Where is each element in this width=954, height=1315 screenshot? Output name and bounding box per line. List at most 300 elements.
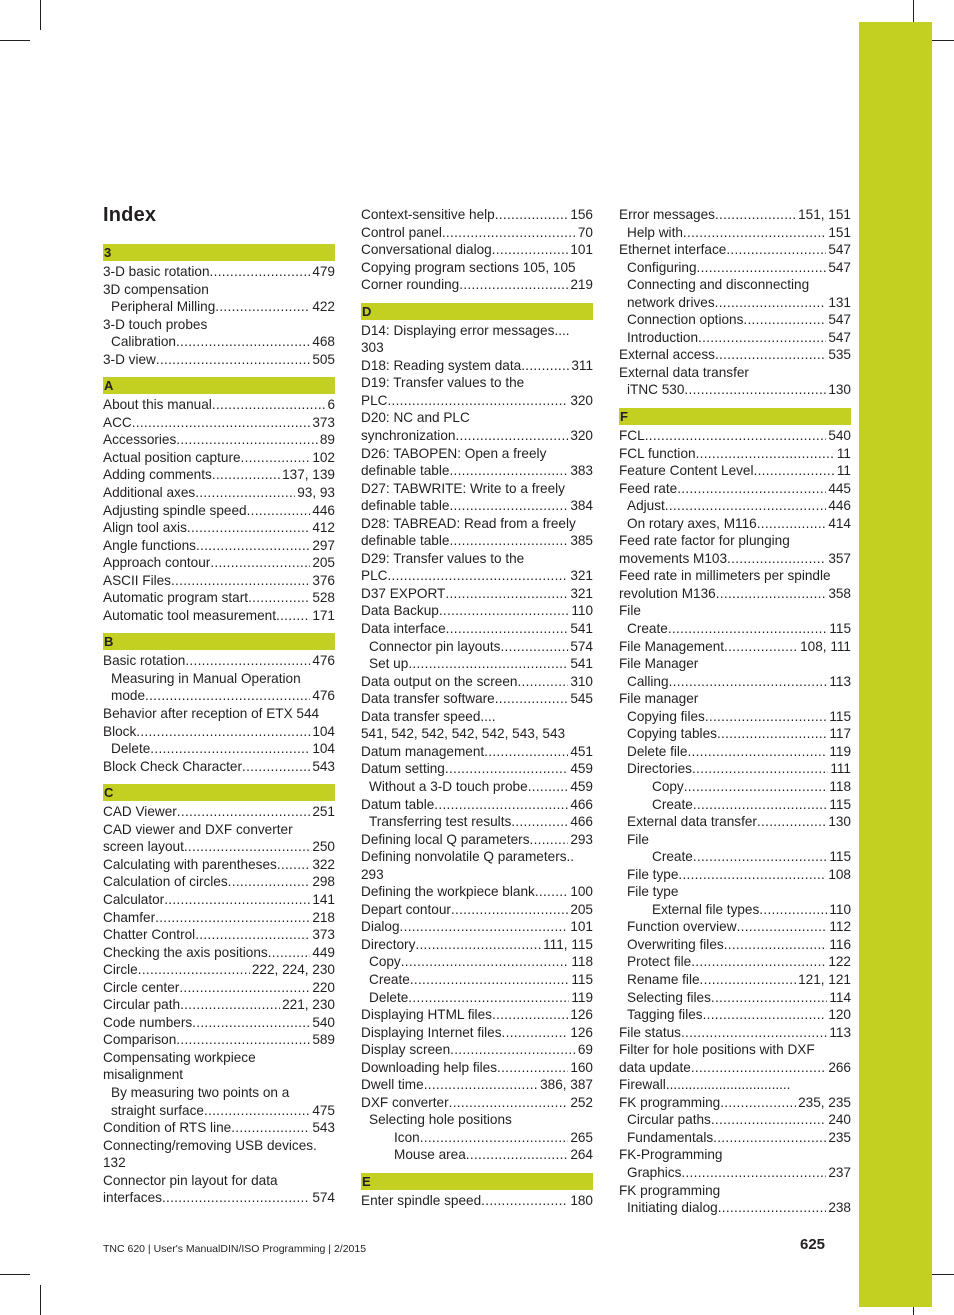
index-entry <box>103 1014 335 1032</box>
index-entry-term: Feed rate <box>619 480 678 496</box>
index-entry <box>361 971 593 989</box>
index-entry <box>361 206 593 224</box>
index-entry-pages: 265 <box>570 1129 593 1145</box>
index-entry <box>619 778 851 796</box>
dot-leader <box>692 760 828 778</box>
dot-leader <box>724 936 828 954</box>
index-entry-pages: 117 <box>829 726 851 742</box>
index-entry <box>619 381 851 399</box>
index-section-header: E <box>361 1173 593 1190</box>
index-entry <box>103 1189 335 1207</box>
dot-leader <box>481 1192 568 1210</box>
index-entry-term: D18: Reading system data <box>361 357 522 373</box>
index-entry-pages: 266 <box>828 1059 851 1075</box>
dot-leader <box>693 848 828 866</box>
dot-leader <box>665 497 827 515</box>
index-entry <box>103 740 335 758</box>
index-entry-term: PLC <box>361 392 388 408</box>
dot-leader <box>737 918 828 936</box>
index-entry-pages: 293 <box>570 831 593 847</box>
dot-leader <box>434 796 568 814</box>
index-entry <box>361 655 593 673</box>
dot-leader <box>492 241 569 259</box>
index-entry-text: Feed rate in millimeters per spindle <box>619 568 831 584</box>
index-entry-pages: 235 <box>828 1129 851 1145</box>
index-entry-text: Data transfer speed.... <box>361 708 496 724</box>
index-entry <box>103 502 335 520</box>
index-entry-pages: 11 <box>836 445 851 461</box>
index-entry-pages: 115 <box>829 796 851 812</box>
index-entry-pages: 122 <box>828 954 851 970</box>
index-entry-text: 303 <box>361 340 384 356</box>
index-entry-pages: 101 <box>570 919 593 935</box>
index-entry <box>361 936 593 954</box>
dot-leader <box>145 687 310 705</box>
index-entry <box>361 392 593 410</box>
index-entry-pages: 358 <box>828 585 851 601</box>
page-number: 625 <box>800 1236 826 1253</box>
dot-leader <box>196 537 310 555</box>
index-entry-term: definable table <box>361 498 450 514</box>
index-entry <box>619 708 851 726</box>
index-entry-term: definable table <box>361 533 450 549</box>
index-entry-pages: 104 <box>312 741 335 757</box>
index-entry-pages: 385 <box>570 533 593 549</box>
dot-leader <box>484 743 568 761</box>
index-entry-term: Set up <box>369 656 409 672</box>
index-entry-pages: 376 <box>312 572 335 588</box>
index-entry-term: Dwell time <box>361 1077 424 1093</box>
dot-leader <box>455 427 568 445</box>
index-entry-pages: 321 <box>570 568 593 584</box>
index-entry <box>103 537 335 555</box>
index-entry-term: Chatter Control <box>103 927 196 943</box>
dot-leader <box>705 708 828 726</box>
index-entry-term: Graphics <box>627 1164 682 1180</box>
index-entry-pages: 221, 230 <box>282 997 335 1013</box>
dot-leader <box>459 276 568 294</box>
index-entry <box>619 971 851 989</box>
index-entry-term: Conversational dialog <box>361 242 492 258</box>
index-entry-pages: 69 <box>577 1042 593 1058</box>
index-entry-term: Block Check Character <box>103 758 243 774</box>
dot-leader <box>703 1006 827 1024</box>
dot-leader <box>420 1129 569 1147</box>
dot-leader <box>715 206 796 224</box>
index-entry <box>103 298 335 316</box>
index-entry <box>361 427 593 445</box>
index-entry-pages: 131 <box>828 294 851 310</box>
index-entry-pages: 540 <box>828 428 851 444</box>
index-entry <box>619 1164 851 1182</box>
index-entry-pages: 422 <box>312 299 335 315</box>
dot-leader <box>716 585 827 603</box>
index-entry <box>103 873 335 891</box>
index-entry-text: File <box>627 831 649 847</box>
index-entry-term: 3-D view <box>103 351 156 367</box>
index-entry <box>103 263 335 281</box>
index-entry-pages: 476 <box>312 688 335 704</box>
index-entry-pages: 126 <box>570 1007 593 1023</box>
index-entry <box>361 638 593 656</box>
dot-leader <box>466 1146 569 1164</box>
index-entry <box>361 760 593 778</box>
index-entry-term: Data transfer software <box>361 691 495 707</box>
index-entry <box>103 1102 335 1120</box>
index-entry-text: By measuring two points on a <box>111 1084 290 1100</box>
index-entry-term: Create <box>627 621 668 637</box>
index-entry-term: Control panel <box>361 224 442 240</box>
dot-leader <box>495 690 569 708</box>
index-entry-pages: 412 <box>312 520 335 536</box>
chapter-tab-sidebar <box>859 22 932 1307</box>
dot-leader <box>210 263 311 281</box>
index-entry-term: Directory <box>361 936 416 952</box>
index-entry <box>361 796 593 814</box>
index-entry-term: Calculator <box>103 891 165 907</box>
dot-leader <box>684 381 826 399</box>
dot-leader <box>231 1119 310 1137</box>
dot-leader <box>757 813 826 831</box>
index-entry <box>103 652 335 670</box>
index-entry <box>619 497 851 515</box>
index-entry <box>361 901 593 919</box>
index-entry-text: 541, 542, 542, 542, 542, 543, 543 <box>361 726 566 742</box>
index-entry-pages: 126 <box>570 1024 593 1040</box>
index-entry <box>361 1059 593 1077</box>
index-entry-term: Connection options <box>627 312 744 328</box>
index-entry-term: Defining the workpiece blank <box>361 884 535 900</box>
index-entry-term: Datum setting <box>361 761 445 777</box>
dot-leader <box>138 961 250 979</box>
index-entry-term: DXF converter <box>361 1094 449 1110</box>
index-entry-pages: 93, 93 <box>297 485 335 501</box>
index-entry-pages: 113 <box>829 1024 851 1040</box>
index-entry-text: File type <box>627 884 679 900</box>
index-entry-term: Code numbers <box>103 1014 193 1030</box>
dot-leader <box>743 311 826 329</box>
dot-leader <box>683 224 826 242</box>
index-entry-term: Transferring test results <box>369 814 512 830</box>
index-entry-term: External file types <box>652 901 760 917</box>
dot-leader <box>439 602 569 620</box>
index-entry-pages: 130 <box>828 814 851 830</box>
index-entry <box>619 585 851 603</box>
dot-leader <box>449 1094 569 1112</box>
index-entry <box>103 572 335 590</box>
index-entry-term: Copying tables <box>627 726 717 742</box>
dot-leader <box>176 333 310 351</box>
index-entry <box>103 396 335 414</box>
dot-leader <box>185 652 310 670</box>
index-entry-term: External data transfer <box>627 814 757 830</box>
index-entry <box>361 620 593 638</box>
dot-leader <box>681 1024 827 1042</box>
index-entry-term: Tagging files <box>627 1007 703 1023</box>
index-entry-term: Selecting files <box>627 989 711 1005</box>
dot-leader <box>511 813 568 831</box>
dot-leader <box>495 206 569 224</box>
index-entry-term: Rename file <box>627 971 700 987</box>
index-entry-pages: 383 <box>570 463 593 479</box>
index-entry <box>103 961 335 979</box>
index-entry-pages: 373 <box>312 414 335 430</box>
index-entry-pages: 310 <box>570 673 593 689</box>
index-entry-pages: 110 <box>829 901 851 917</box>
index-entry-pages: 137, 139 <box>282 467 335 483</box>
index-entry <box>103 1031 335 1049</box>
dot-leader <box>180 996 280 1014</box>
index-entry <box>103 909 335 927</box>
dot-leader <box>521 357 569 375</box>
index-entry <box>103 466 335 484</box>
index-entry <box>619 918 851 936</box>
index-entry <box>619 1094 851 1112</box>
index-entry-text: D29: Transfer values to the <box>361 550 525 566</box>
index-entry-pages: 589 <box>312 1032 335 1048</box>
index-entry <box>103 891 335 909</box>
index-entry-pages: 205 <box>312 555 335 571</box>
dot-leader <box>517 673 568 691</box>
index-entry-pages: 104 <box>312 723 335 739</box>
index-entry <box>619 346 851 364</box>
dot-leader <box>187 519 310 537</box>
index-entry-term: Depart contour <box>361 901 451 917</box>
index-entry-pages: 180 <box>570 1192 593 1208</box>
dot-leader <box>678 866 826 884</box>
index-entry-pages: 121, 121 <box>798 971 851 987</box>
index-column-1 <box>103 244 335 1207</box>
index-entry-pages: 357 <box>828 550 851 566</box>
index-section-header: 3 <box>103 244 335 261</box>
index-entry-term: Icon <box>394 1129 420 1145</box>
footer-text: TNC 620 | User's ManualDIN/ISO Programming | 2/2015 <box>103 1243 367 1255</box>
dot-leader <box>720 1094 796 1112</box>
index-entry-pages: 264 <box>570 1147 593 1163</box>
dot-leader <box>718 1199 827 1217</box>
index-entry-term: Data Backup <box>361 603 439 619</box>
index-entry-pages: 547 <box>828 312 851 328</box>
index-entry-pages: 141 <box>312 891 335 907</box>
index-entry <box>361 1006 593 1024</box>
dot-leader <box>700 971 797 989</box>
index-entry-pages: 118 <box>571 954 593 970</box>
index-entry-term: Checking the axis positions <box>103 944 268 960</box>
index-entry-text: 293 <box>361 866 384 882</box>
index-entry <box>103 926 335 944</box>
index-entry-pages: 459 <box>570 778 593 794</box>
index-entry <box>361 1076 593 1094</box>
index-entry-pages: 110 <box>571 603 593 619</box>
dot-leader <box>136 723 310 741</box>
index-entry-pages: 320 <box>570 392 593 408</box>
index-entry <box>361 1146 593 1164</box>
dot-leader <box>212 396 326 414</box>
dot-leader <box>150 740 310 758</box>
index-entry-term: Basic rotation <box>103 653 186 669</box>
index-entry-term: Displaying Internet files <box>361 1024 502 1040</box>
index-entry <box>361 1041 593 1059</box>
index-entry-pages: 543 <box>312 1120 335 1136</box>
index-entry-term: Data interface <box>361 621 446 637</box>
index-entry-term: Calculation of circles <box>103 874 228 890</box>
index-entry-pages: 108, 111 <box>800 638 851 654</box>
index-entry-pages: 320 <box>570 428 593 444</box>
dot-leader <box>277 856 311 874</box>
dot-leader <box>530 831 569 849</box>
index-entry <box>103 431 335 449</box>
dot-leader <box>449 532 568 550</box>
index-entry-pages: 205 <box>570 901 593 917</box>
dot-leader <box>215 298 310 316</box>
dot-leader <box>645 427 827 445</box>
index-entry-pages: 528 <box>312 590 335 606</box>
index-entry-pages: 535 <box>828 347 851 363</box>
index-entry-term: Adjusting spindle speed <box>103 502 247 518</box>
dot-leader <box>754 462 835 480</box>
index-entry-text: Behavior after reception of ETX 544 <box>103 706 320 722</box>
dot-leader <box>697 259 827 277</box>
index-entry-term: File type <box>627 866 679 882</box>
index-entry-term: Protect file <box>627 954 692 970</box>
index-entry-term: D37 EXPORT <box>361 585 446 601</box>
index-entry-pages: 156 <box>570 207 593 222</box>
index-entry-term: iTNC 530 <box>627 382 685 398</box>
index-entry-pages: 250 <box>312 839 335 855</box>
index-entry <box>619 1024 851 1042</box>
index-entry-pages: 114 <box>829 989 851 1005</box>
dot-leader <box>179 979 310 997</box>
dot-leader <box>445 585 568 603</box>
index-entry-pages: 574 <box>312 1190 335 1206</box>
dot-leader <box>171 572 310 590</box>
index-entry-text: D28: TABREAD: Read from a freely <box>361 515 576 531</box>
index-entry <box>619 813 851 831</box>
dot-leader <box>177 803 311 821</box>
index-column-2 <box>361 206 593 1210</box>
index-entry-text: Feed rate factor for plunging <box>619 533 790 549</box>
index-entry-pages: 151, 151 <box>798 207 851 222</box>
index-entry-pages: 373 <box>312 927 335 943</box>
dot-leader <box>176 431 318 449</box>
crop-mark <box>40 0 41 30</box>
dot-leader <box>713 1129 826 1147</box>
index-entry-text: File <box>619 603 641 619</box>
dot-leader <box>176 1031 310 1049</box>
index-section-header: D <box>361 303 593 320</box>
dot-leader <box>668 620 828 638</box>
index-entry <box>619 953 851 971</box>
index-entry <box>361 276 593 294</box>
dot-leader <box>192 1014 310 1032</box>
dot-leader <box>727 550 826 568</box>
index-entry <box>619 241 851 259</box>
index-entry-term: interfaces <box>103 1190 162 1206</box>
dot-leader <box>528 778 569 796</box>
index-entry <box>361 585 593 603</box>
index-entry-term: Fundamentals <box>627 1129 714 1145</box>
index-entry-term: Circle <box>103 962 138 978</box>
index-entry <box>361 1192 593 1210</box>
index-entry-pages: 120 <box>828 1007 851 1023</box>
index-entry <box>619 866 851 884</box>
index-section-header: B <box>103 633 335 650</box>
index-entry-term: Calculating with parentheses <box>103 856 277 872</box>
index-entry <box>103 803 335 821</box>
index-entry <box>361 743 593 761</box>
index-entry-term: Automatic tool measurement <box>103 607 277 623</box>
index-entry <box>361 1129 593 1147</box>
index-entry-term: Help with <box>627 224 683 240</box>
index-entry-pages: 505 <box>312 351 335 367</box>
dot-leader <box>156 351 310 369</box>
index-entry <box>361 778 593 796</box>
index-entry <box>619 760 851 778</box>
dot-leader <box>195 484 295 502</box>
index-entry-term: Block <box>103 723 137 739</box>
dot-leader <box>442 224 576 242</box>
index-entry-term: synchronization <box>361 428 456 444</box>
dot-leader <box>387 392 568 410</box>
index-entry-pages: 108 <box>828 866 851 882</box>
index-entry-pages: 540 <box>312 1014 335 1030</box>
index-entry <box>619 329 851 347</box>
index-entry-text: Connecting and disconnecting <box>627 277 810 293</box>
dot-leader <box>132 414 311 432</box>
index-entry <box>619 224 851 242</box>
index-entry-pages: 119 <box>829 743 851 759</box>
index-entry <box>361 813 593 831</box>
index-entry <box>361 883 593 901</box>
dot-leader <box>268 944 311 962</box>
dot-leader <box>502 1024 569 1042</box>
index-entry <box>103 838 335 856</box>
index-entry <box>103 414 335 432</box>
index-entry-term: File status <box>619 1024 681 1040</box>
index-entry-text: Connecting/removing USB devices. <box>103 1137 317 1153</box>
dot-leader <box>184 838 310 856</box>
index-entry-pages: 475 <box>312 1102 335 1118</box>
index-entry-pages: 113 <box>829 673 851 689</box>
index-entry-term: data update <box>619 1059 691 1075</box>
index-entry-term: Calling <box>627 673 669 689</box>
index-entry-pages: 547 <box>828 242 851 258</box>
index-entry <box>361 918 593 936</box>
index-entry-pages: 451 <box>570 743 593 759</box>
index-entry-term: Displaying HTML files <box>361 1007 492 1023</box>
index-section-header: C <box>103 784 335 801</box>
index-entry-text: External data transfer <box>619 364 749 380</box>
index-entry-term: Condition of RTS line <box>103 1120 232 1136</box>
dot-leader <box>248 589 310 607</box>
index-entry-text: misalignment <box>103 1067 184 1083</box>
index-entry-text: D27: TABWRITE: Write to a freely <box>361 480 565 496</box>
dot-leader <box>500 638 568 656</box>
dot-leader <box>164 891 310 909</box>
index-entry-pages: 111 <box>830 761 851 777</box>
index-entry <box>619 311 851 329</box>
index-entry-term: Datum table <box>361 796 435 812</box>
index-entry <box>361 567 593 585</box>
dot-leader <box>687 743 827 761</box>
dot-leader <box>155 909 310 927</box>
dot-leader <box>717 725 827 743</box>
index-entry-pages: 115 <box>829 849 851 865</box>
index-entry-pages: 112 <box>829 919 851 935</box>
index-entry-pages: 102 <box>312 449 335 465</box>
index-entry-text: FK-Programming <box>619 1147 723 1163</box>
index-entry-term: Dialog <box>361 919 400 935</box>
